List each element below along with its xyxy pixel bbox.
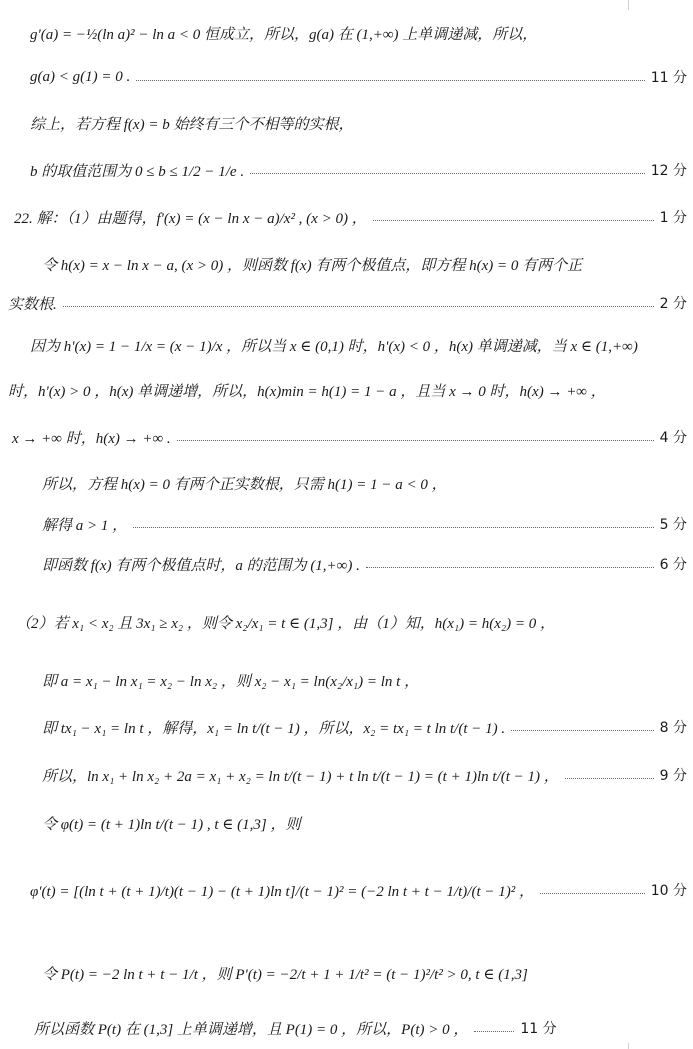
score-mark: 2 分 [659, 296, 687, 312]
dotted-leader [250, 173, 645, 174]
score-mark: 6 分 [659, 557, 687, 573]
text-line [0, 108, 693, 138]
score-mark: 12 分 [650, 163, 687, 179]
dotted-leader [474, 1031, 514, 1032]
text-line [0, 712, 693, 742]
text-line [0, 509, 693, 539]
line-text: b 的取值范围为 0 ≤ b ≤ 1/2 − 1/e . [30, 163, 245, 180]
line-text: 解得 a > 1 ， [42, 517, 128, 534]
line-text: 令 φ(t) = (t + 1)ln t/(t − 1) , t ∈ (1,3] ，则 [42, 816, 301, 833]
score-mark: 5 分 [659, 517, 687, 533]
dotted-leader [366, 567, 654, 568]
line-text: x → +∞ 时，h(x) → +∞ . [12, 430, 171, 447]
line-text: 即 tx₁ − x₁ = ln t ，解得，x₁ = ln t/(t − 1) ，所以，x₂ = tx₁ = t ln t/(t − 1) . [42, 720, 506, 737]
page-corner-mark [628, 1043, 689, 1049]
line-text: （2）若 x₁ < x₂ 且 3x₁ ≥ x₂ ，则令 x₂/x₁ = t ∈ (1,3] ，由（1）知，h(x₁) = h(x₂) = 0 ， [16, 615, 555, 632]
line-text: g(a) < g(1) = 0 . [30, 68, 131, 85]
text-line [0, 422, 693, 452]
line-text: 因为 h'(x) = 1 − 1/x = (x − 1)/x ，所以当 x ∈ (0,1) 时，h'(x) < 0 ，h(x) 单调递减，当 x ∈ (1,+∞) [30, 338, 638, 355]
line-text: 所以，ln x₁ + ln x₂ + 2a = x₁ + x₂ = ln t/(t − 1) + t ln t/(t − 1) = (t + 1)ln t/(t − 1) ， [42, 768, 559, 785]
line-text: 即 a = x₁ − ln x₁ = x₂ − ln x₂ ，则 x₂ − x₁ = ln(x₂/x₁) = ln t ， [42, 673, 420, 690]
score-mark: 1 分 [659, 210, 687, 226]
dotted-leader [373, 220, 654, 221]
text-line [0, 958, 693, 988]
text-line [0, 249, 693, 279]
page-corner-mark [628, 0, 689, 10]
line-text: 综上，若方程 f(x) = b 始终有三个不相等的实根， [30, 116, 354, 133]
dotted-leader [136, 80, 645, 81]
dotted-leader [133, 527, 654, 528]
text-line [0, 18, 693, 48]
text-line [0, 202, 693, 232]
text-line [0, 760, 693, 790]
text-line [0, 62, 693, 92]
dotted-leader [540, 893, 645, 894]
score-mark: 9 分 [659, 768, 687, 784]
text-line [0, 665, 693, 695]
text-line [0, 1013, 693, 1043]
score-mark: 4 分 [659, 430, 687, 446]
score-mark: 11 分 [520, 1021, 557, 1037]
text-line [0, 330, 693, 360]
text-line [0, 875, 693, 905]
line-text: φ'(t) = [(ln t + (t + 1)/t)(t − 1) − (t + 1)ln t]/(t − 1)² = (−2 ln t + t − 1/t)/(t − 1)² ， [30, 883, 534, 900]
text-line [0, 468, 693, 498]
line-text: 令 P(t) = −2 ln t + t − 1/t ，则 P'(t) = −2/t + 1 + 1/t² = (t − 1)²/t² > 0, t ∈ (1,3] [42, 966, 528, 983]
score-mark: 11 分 [650, 70, 687, 86]
dotted-leader [565, 778, 654, 779]
text-line [0, 808, 693, 838]
dotted-leader [177, 440, 654, 441]
line-text: 实数根. [8, 296, 57, 313]
dotted-leader [63, 306, 654, 307]
score-mark: 8 分 [659, 720, 687, 736]
line-text: 所以，方程 h(x) = 0 有两个正实数根，只需 h(1) = 1 − a < 0 ， [42, 476, 447, 493]
text-line [0, 607, 693, 637]
text-line [0, 288, 693, 318]
score-mark: 10 分 [650, 883, 687, 899]
text-line [0, 375, 693, 405]
line-text: 时，h'(x) > 0 ，h(x) 单调递增，所以，h(x)min = h(1) = 1 − a ，且当 x → 0 时，h(x) → +∞ ， [8, 383, 606, 400]
line-text: 22. 解：（1）由题得，f'(x) = (x − ln x − a)/x² , (x > 0) ， [14, 210, 367, 227]
line-text: 即函数 f(x) 有两个极值点时，a 的范围为 (1,+∞) . [42, 557, 360, 574]
line-text: g'(a) = −½(ln a)² − ln a < 0 恒成立，所以，g(a) 在 (1,+∞) 上单调递减，所以， [30, 26, 538, 43]
line-text: 所以函数 P(t) 在 (1,3] 上单调递增，且 P(1) = 0 ，所以，P(t) > 0 ， [34, 1021, 469, 1038]
text-line [0, 155, 693, 185]
text-line [0, 549, 693, 579]
dotted-leader [511, 730, 654, 731]
line-text: 令 h(x) = x − ln x − a, (x > 0) ，则函数 f(x) 有两个极值点，即方程 h(x) = 0 有两个正 [42, 257, 583, 274]
